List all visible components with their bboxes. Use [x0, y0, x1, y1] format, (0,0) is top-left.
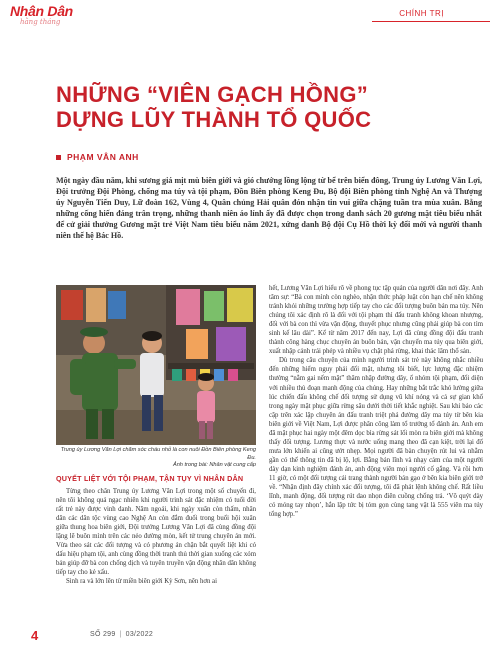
photo-caption	[56, 447, 256, 470]
section-label: CHÍNH TRỊ	[399, 9, 444, 18]
title-line-2: DỰNG LŨY THÀNH TỔ QUỐC	[56, 107, 372, 132]
body-paragraph: hết, Lương Văn Lợi hiểu rõ về phong tục tập quán của người dân nơi đây. Anh tâm sự: “Bà con mình còn nghèo, nhận thức pháp luật còn hạn chế nên không tránh khỏi những trường hợp tiếp tay cho các đối tượng buôn bán ma túy. Nên chúng tôi xác định rõ là đối với tội phạm thì đấu tranh không khoan nhượng, đối với bà con thì vừa vận động, thuyết phục nhưng cũng phải giúp bà con tìm sinh kế lâu dài”. Kể từ năm 2017 đến nay, Lợi đã cùng đồng đội đấu tranh thành công hàng chục chuyên án buôn bán, vận chuyển ma túy qua biên giới, xuất nhập cảnh trái phép và nhiều vụ chặt phá rừng, khai thác lâm thổ sản.	[269, 285, 483, 356]
issue-date: 03/2022	[125, 631, 154, 638]
body-column-left	[56, 487, 256, 587]
section-subheading: QUYẾT LIỆT VỚI TỘI PHẠM, TẬN TỤY VÌ NHÂN DÂN	[56, 474, 244, 483]
author-name: PHẠM VÂN ANH	[67, 152, 139, 162]
issue-number: SỐ 299	[90, 631, 116, 638]
page-number: 4	[31, 628, 39, 643]
issue-info	[90, 631, 153, 638]
author-byline	[56, 152, 139, 162]
body-column-right	[269, 284, 483, 519]
body-paragraph: Sinh ra và lớn lên từ miền biên giới Kỳ Sơn, nên hơn ai	[66, 578, 217, 586]
body-paragraph: Dù trong câu chuyện của mình người trinh sát trẻ này không nhắc nhiều đến những hiểm nguy phải đối mặt, nhưng tôi biết, lực lượng đặc nhiệm thường “nằm gai nếm mật” thâm nhập đường dây, ổ nhóm tội phạm, đối diện với nhiều thủ đoạn manh động của chúng. Hay những bắt trắc khó lường giữa lúc chiến đấu không chế đối tượng sử dụng vũ khí nóng và cả sự gian khổ trong ngày mặt phục giữa rừng sâu dưới thời tiết khắc nghiệt. Sau khi bảo các cặp trên xác lập chuyên án đấu tranh triệt phá đường dây ma túy từ bên kia biên giới về Việt Nam, Lợi được phân công làm tổ trưởng tổ đánh án. Anh em đã mặt phục hai ngày một đêm dọc bìa rừng sát lối mòn ra biên giới mà không thấy đối tượng. Lương thực và nước uống mang theo đã cạn kiệt, trời lại đổ mưa lớn khiến ai cũng ướt nhẹp. Mọi người đã bàn chuyện rút lui và nhằm gần có thể thông tin đã bị lộ, lợi. Bằng bản lĩnh và nhạy cảm của một người dày dạn kinh nghiệm đánh án, anh động viên mọi người cố gắng. Và rồi hơn 11 giờ, có một đối tượng cải trang thành người bán gạo ở bên kia biên giới trở về. “Nhận định đây chính xác đối tượng, tôi đã phát lệnh không chế. Rất liều lĩnh, manh động, đối tượng rút dao nhọn điên cuồng chống trả. ‘Vô quýt dày có móng tay nhọn’, hắn lập tức bị tóm gọn cùng tang vật là 555 viên ma túy tổng hợp.”	[269, 357, 483, 519]
article-title	[56, 82, 476, 132]
article-lead: Một ngày đầu năm, khi sương giá mịt mù biên giới và gió chướng lồng lộng từ bể trên biển đông, Trung úy Lương Văn Lợi, Đội trưởng Đội Phòng, chống ma túy và tội phạm, Đồn Biên phòng Keng Đu, Bộ đội Biên phòng tỉnh Nghệ An và Thượng úy Nguyễn Tiến Duy, Lữ đoàn 162, Vùng 4, Quân chủng Hải quân đón nhận tin vui giữa chặng tuần tra mùa xuân. Bằng những cống hiến đáng trân trọng, những thanh niên áo lính ấy đã được chọn trong danh sách 20 gương mặt tiêu biểu nhất để cử giải thưởng Gương mặt trẻ Việt Nam tiêu biểu năm 2021, xứng danh Bộ đội Cụ Hồ thời kỳ đổi mới và người thanh niên thế hệ Bác Hồ.	[56, 176, 482, 241]
article-photo	[56, 285, 256, 445]
logo-text: Nhân Dân	[10, 3, 73, 19]
logo-subtitle: hằng tháng	[20, 18, 61, 26]
issue-separator: |	[119, 631, 122, 638]
page-header	[0, 0, 500, 28]
caption-line-2: Ảnh trong bài: Nhân vật cung cấp	[172, 462, 256, 469]
page-footer	[0, 628, 500, 644]
bullet-square-icon	[56, 155, 61, 160]
publication-logo	[10, 3, 120, 31]
title-line-1: NHỮNG “VIÊN GẠCH HỒNG”	[56, 82, 369, 107]
caption-line-1: Trung úy Lương Văn Lợi chăm sóc cháu nhỏ là con nuôi Đồn Biên phòng Keng Đu.	[60, 447, 256, 461]
header-divider	[372, 21, 490, 22]
body-paragraph: Từng theo chân Trung úy Lương Văn Lợi trong một số chuyến đi, nên tôi không quá ngạc nhiên khi người trinh sát đặc nhiệm có tuổi đời rất trẻ này được vinh danh. Năm ngoái, khi ngày xuân còn thấm, nhân dân các dân tộc vùng cao Nghệ An còn đắm đuối trong buổi hội xuân giữa thung hoa biên giới, Đội trưởng Lương Văn Lợi đã cùng đồng đội lặng lẽ buôn mình trên các nẻo đường mòn, kết tử trung chuyên án mới. Vừa theo sát các đối tượng và có phương án chặn bắt quyết liệt khi có dấu hiệu phạm tội, anh cùng đồng thời tranh thủ thời gian xuống các xóm bản giúp đỡ bà con chống dịch và tuyên truyền vận động nhân dân không tiếp tay cho kẻ xấu.	[56, 488, 256, 577]
